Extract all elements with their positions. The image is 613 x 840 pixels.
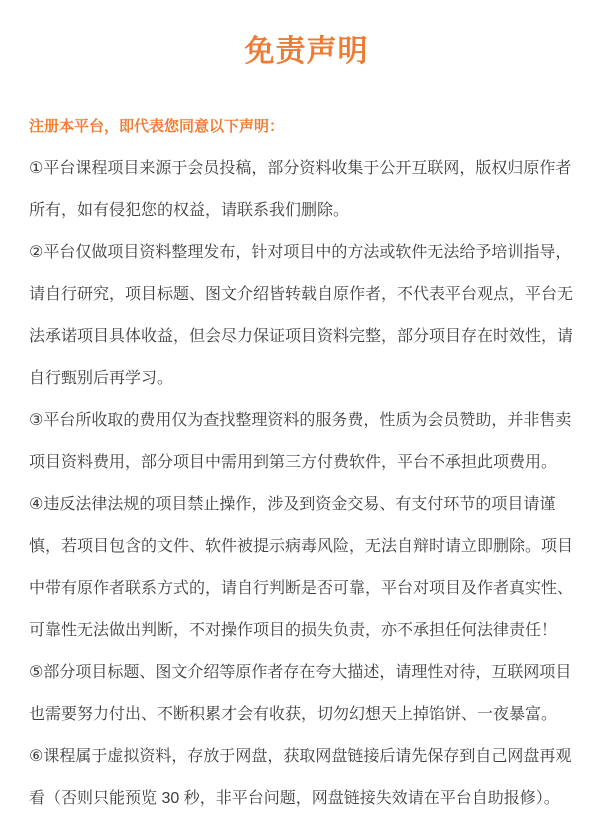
- disclaimer-paragraph-4: ④违反法律法规的项目禁止操作，涉及到资金交易、有支付环节的项目请谨慎，若项目包含的文件、软件被提示病毒风险，无法自辩时请立即删除。项目中带有原作者联系方式的，请自行判断是否可靠，平台对项目及作者真实性、可靠性无法做出判断，不对操作项目的损失负责，亦不承担任何法律责任！: [29, 496, 574, 639]
- document-body: [29, 106, 584, 820]
- disclaimer-paragraph-3: ③平台所收取的费用仅为查找整理资料的服务费，性质为会员赞助，并非售卖项目资料费用，部分项目中需用到第三方付费软件，平台不承担此项费用。: [29, 412, 572, 471]
- intro-statement: 注册本平台，即代表您同意以下声明：: [29, 118, 285, 135]
- page-title: 免责声明: [244, 35, 369, 68]
- disclaimer-paragraph-1: ①平台课程项目来源于会员投稿，部分资料收集于公开互联网，版权归原作者所有，如有侵犯您的权益，请联系我们删除。: [29, 160, 572, 219]
- disclaimer-paragraph-2: ②平台仅做项目资料整理发布，针对项目中的方法或软件无法给予培训指导，请自行研究，项目标题、图文介绍皆转载自原作者，不代表平台观点，平台无法承诺项目具体收益，但会尽力保证项目资料完整，部分项目存在时效性，请自行甄别后再学习。: [29, 244, 574, 387]
- disclaimer-paragraph-5: ⑤部分项目标题、图文介绍等原作者存在夸大描述，请理性对待，互联网项目也需要努力付出、不断积累才会有收获，切勿幻想天上掉馅饼、一夜暴富。: [29, 664, 572, 723]
- disclaimer-paragraph-6: ⑥课程属于虚拟资料，存放于网盘，获取网盘链接后请先保存到自己网盘再观看（否则只能预览 30 秒，非平台问题，网盘链接失效请在平台自助报修）。: [29, 748, 572, 807]
